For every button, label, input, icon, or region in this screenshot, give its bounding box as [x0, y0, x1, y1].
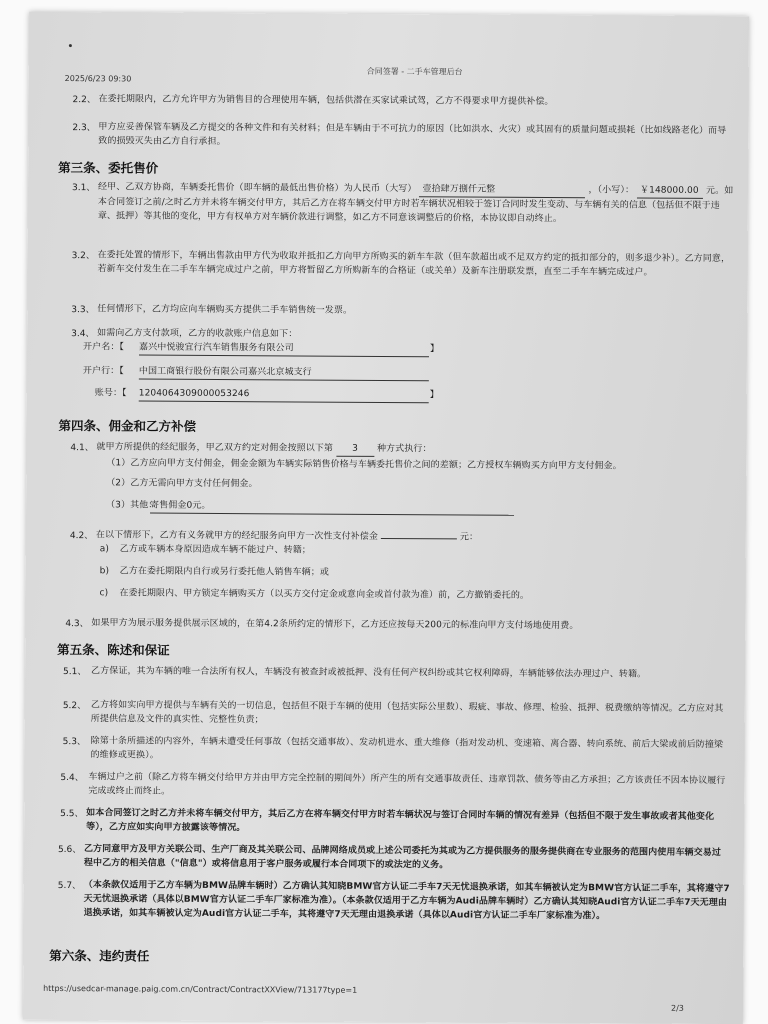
clause-3-3: 任何情形下，乙方均应向车辆购买方提供二手车销售统一发票。 [97, 304, 353, 316]
clause-3-1 [98, 180, 734, 227]
account-no-label: 账号：【 [94, 388, 127, 399]
clause-number: 4.2、 [69, 531, 94, 542]
clause-number: 3.3、 [71, 305, 95, 316]
clause-number: 5.4、 [60, 773, 84, 784]
compensation-amount-field [381, 538, 457, 539]
clause-text: 除第十条所描述的内容外，车辆未遭受任何事故（包括交通事故）、发动机进水、重大维修（指对发动机、变速箱、离合器、转向系统、前后大梁或前后防撞梁的维修或更换）。 [90, 736, 724, 761]
amount-lower-field: ￥148000.00 [637, 184, 703, 199]
print-url: https://usedcar-manage.paig.com.cn/Contract/ContractXXView/713177type=1 [43, 983, 358, 995]
clause-number: 5.3、 [62, 737, 86, 748]
clause-text: 就甲方所提供的经纪服务，甲乙双方约定对佣金按照以下第 [96, 442, 334, 454]
list-item: 乙方在委托期限内自行或另行委托他人销售车辆；或 [119, 566, 330, 578]
list-item: 乙方或车辆本身原因造成车辆不能过户、转籍； [119, 544, 311, 556]
list-item: 在委托期限内、甲方锁定车辆购买方（以买方交付定金或意向金或首付款为准）前，乙方撤销委托的。 [119, 588, 530, 601]
page-number: 2/3 [670, 1003, 684, 1013]
clause-text: 元。如本合同签订之前/之时乙方并未将车辆交付甲方，其后乙方在将车辆交付甲方时若车辆状况相较于签订合同时发生变动、与车辆有关的信息（包括但不限于违章、抵押）等其他的变化，甲方有权单方对车辆价款进行调整，如乙方不同意该调整后的价格，本协议即自动终止。 [97, 185, 734, 225]
clause-number: 5.2、 [62, 701, 87, 712]
account-name-label: 开户名：【 [83, 342, 125, 353]
scanned-page [23, 12, 749, 1024]
clause-number: 4.1、 [70, 443, 94, 454]
clause-text: 在委托期限内，乙方允许甲方为销售目的合理使用车辆，包括供潜在买家试乘试驾，乙方不得要求甲方提供补偿。 [98, 94, 554, 108]
clause-number: 5.1、 [63, 667, 87, 678]
clause-text: 如本合同签订之时乙方并未将车辆交付甲方，其后乙方在将车辆交付甲方时若车辆状况与签订合同时车辆的情况有差异（包括但不限于发生事故或者其他变化等），乙方应如实向甲方披露该等情况。 [86, 808, 715, 834]
commission-option-3-value: 寄售佣金0元。 [150, 499, 514, 516]
commission-option-1: （1）乙方应向甲方支付佣金，佣金金额为车辆实际销售价格与车辆委托售价之间的差额；乙方授权车辆购买方向甲方支付佣金。 [106, 458, 622, 472]
clause-text: 元： [459, 532, 479, 543]
section-heading: 第六条、违约责任 [49, 947, 150, 964]
bank-value: 中国工商银行股份有限公司嘉兴北京城支行 [139, 364, 429, 381]
commission-option-2: （2）乙方无需向甲方支付任何佣金。 [106, 478, 258, 490]
clause-text: 乙方保证，其为车辆的唯一合法所有权人，车辆没有被查封或被抵押、没有任何产权纠纷或其它权利障碍，车辆能够依法办理过户、转籍。 [91, 666, 647, 680]
clause-number: 2.3、 [72, 123, 96, 134]
clause-text: （本条款仅适用于乙方车辆为BMW品牌车辆时）乙方确认其知晓BMW官方认证二手车7天无忧退换承诺，如其车辆被认定为BMW官方认证二手车，其将遵守7天无忧退换承诺（具体以BMW官方认证二手车厂家标准为准）。（本条款仅适用于乙方车辆为Audi品牌车辆时）乙方确认其知晓Audi官方认证二手车7天无理由退换承诺，如其车辆被认定为Audi官方认证二手车，其将遵守7天无理由退换承诺（具体以Audi官方认证二手车厂家标准为准）。 [83, 880, 730, 922]
scan-speck [69, 44, 72, 47]
clause-number: 5.5、 [60, 809, 84, 820]
bank-label: 开户行：【 [82, 366, 124, 377]
clause-text: 乙方同意甲方及甲方关联公司、生产厂商及其关联公司、品牌网络成员或上述公司委托为其或为乙方提供服务的服务提供商在专业服务的范围内使用车辆交易过程中乙方的相关信息（"信息"）或将信息用于客户服务或履行本合同项下的或法定的义务。 [83, 844, 722, 871]
clause-number: 3.2、 [71, 251, 95, 262]
clause-3-4: 如需向乙方支付款项，乙方的收款账户信息如下： [97, 328, 298, 340]
section-heading: 第三条、委托售价 [58, 159, 159, 176]
commission-option-3-label: （3）其他： [106, 500, 158, 511]
clause-4-3: 如果甲方为展示服务提供展示区域的，在第4.2条所约定的情形下，乙方还应按每天200元的标准向甲方支付场地使用费。 [91, 618, 579, 632]
clause-text: 种方式执行： [376, 443, 432, 455]
bracket-close: 】 [429, 390, 439, 401]
clause-number: 2.2、 [72, 95, 96, 106]
clause-3-2: 在委托处置的情形下，车辆出售款由甲方代为收取并抵扣乙方向甲方所购买的新车车款（但车款超出或不足双方约定的抵扣部分的，则多退少补）。乙方同意，若新车交付发生在二手车车辆完成过户之前，甲方将暂留乙方所购新车的合格证（或关单）及新车注册联发票，直至二手车车辆完成过户。 [97, 250, 731, 278]
clause-number: 5.6、 [57, 845, 82, 856]
commission-option-field: 3 [336, 442, 374, 457]
print-timestamp: 2025/6/23 09:30 [64, 74, 132, 84]
list-label: c) [99, 588, 109, 599]
clause-text: 经甲、乙双方协商，车辆委托售价（即车辆的最低出售价格）为人民币（大写） [97, 182, 417, 195]
account-no-value: 1204064309000053246 [139, 386, 429, 403]
clause-number: 3.4、 [71, 329, 95, 340]
clause-text: 在以下情形下，乙方有义务就甲方的经纪服务向甲方一次性支付补偿金 [95, 530, 379, 542]
clause-text: 车辆过户之前（除乙方将车辆交付给甲方并由甲方完全控制的期间外）所产生的所有交通事故责任、违章罚款、债务等由乙方承担；乙方该责任不因本协议履行完成或终止而终止。 [88, 772, 726, 797]
section-heading: 第四条、佣金和乙方补偿 [58, 417, 197, 434]
amount-lower-label: ，（小写）： [588, 185, 635, 196]
print-page-title: 合同签署 - 二手车管理后台 [366, 66, 463, 77]
bracket-close: 】 [430, 344, 440, 355]
clause-text: 甲方应妥善保管车辆及乙方提交的各种文件和有关材料；但是车辆由于不可抗力的原因（比如洪水、火灾）或其固有的质量问题或损耗（比如线路老化）而导致的损毁灭失由乙方自行承担。 [98, 122, 727, 148]
section-heading: 第五条、陈述和保证 [57, 641, 170, 658]
clause-number: 5.7、 [57, 881, 82, 892]
list-label: a) [99, 544, 110, 555]
list-label: b) [99, 566, 110, 577]
clause-number: 3.1、 [71, 183, 96, 194]
amount-upper-field: 壹拾肆万捌仟元整 [419, 182, 585, 198]
clause-text: 乙方将如实向甲方提供与车辆有关的一切信息，包括但不限于车辆的使用（包括实际公里数）、瑕疵、事故、修理、检验、抵押、税费缴纳等情况。乙方应对其所提供信息及文件的真实性、完整性负责； [90, 700, 724, 726]
clause-number: 4.3、 [65, 619, 89, 630]
account-name-value: 嘉兴中悦骏宜行汽车销售服务有限公司 [139, 340, 429, 357]
